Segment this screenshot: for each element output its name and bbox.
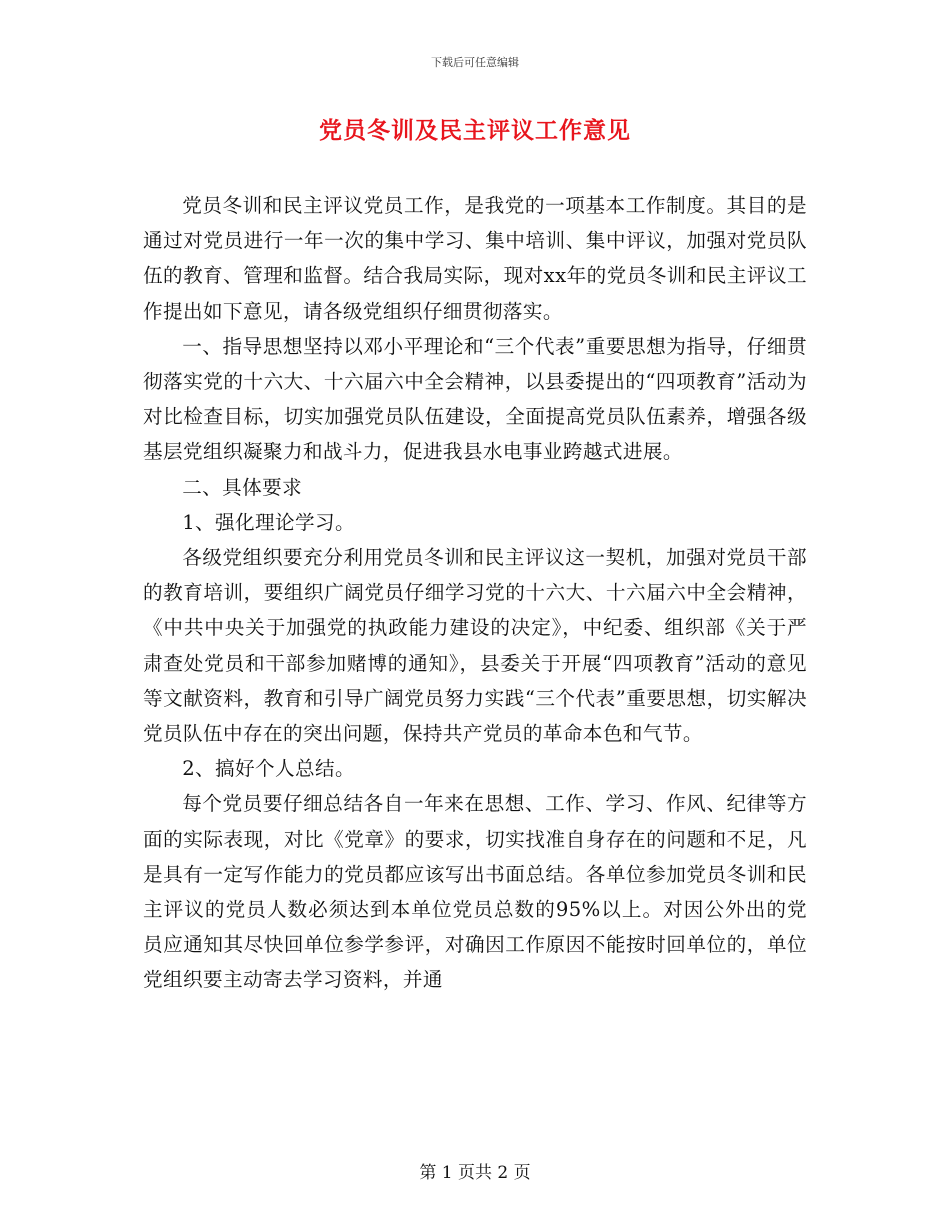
subheading-theory-study: 1、强化理论学习。 [182,510,356,534]
page-number: 第 1 页共 2 页 [419,1163,531,1183]
section-heading-requirements: 二、具体要求 [182,475,303,499]
paragraph-theory-study: 各级党组织要充分利用党员冬训和民主评议这一契机，加强对党员干部的教育培训，要组织广阔党员仔细学习党的十六大、十六届六中全会精神，《中共中央关于加强党的执政能力建设的决定》，中纪委、组织部《关于严肃查处党员和干部参加赌博的通知》，县委关于开展“四项教育”活动的意见等文献资料，教育和引导广阔党员努力实践“三个代表”重要思想，切实解决党员队伍中存在的突出问题，保持共产党员的革命本色和气节。 [143,546,807,746]
paragraph-guiding-ideology: 一、指导思想坚持以邓小平理论和“三个代表”重要思想为指导，仔细贯彻落实党的十六大、十六届六中全会精神，以县委提出的“四项教育”活动为对比检查目标，切实加强党员队伍建设，全面提高党员队伍素养，增强各级基层党组织凝聚力和战斗力，促进我县水电事业跨越式进展。 [143,334,807,464]
document-title: 党员冬训及民主评议工作意见 [319,117,631,144]
paragraph-intro: 党员冬训和民主评议党员工作，是我党的一项基本工作制度。其目的是通过对党员进行一年一次的集中学习、集中培训、集中评议，加强对党员队伍的教育、管理和监督。结合我局实际，现对xx年的党员冬训和民主评议工作提出如下意见，请各级党组织仔细贯彻落实。 [143,194,807,323]
document-body [143,188,807,998]
header-note: 下载后可任意编辑 [431,56,519,69]
paragraph-personal-summary: 每个党员要仔细总结各自一年来在思想、工作、学习、作风、纪律等方面的实际表现，对比《党章》的要求，切实找准自身存在的问题和不足，凡是具有一定写作能力的党员都应该写出书面总结。各单位参加党员冬训和民主评议的党员人数必须达到本单位党员总数的95%以上。对因公外出的党员应通知其尽快回单位参学参评，对确因工作原因不能按时回单位的，单位党组织要主动寄去学习资料，并通 [143,792,807,992]
subheading-personal-summary: 2、搞好个人总结。 [182,757,356,781]
